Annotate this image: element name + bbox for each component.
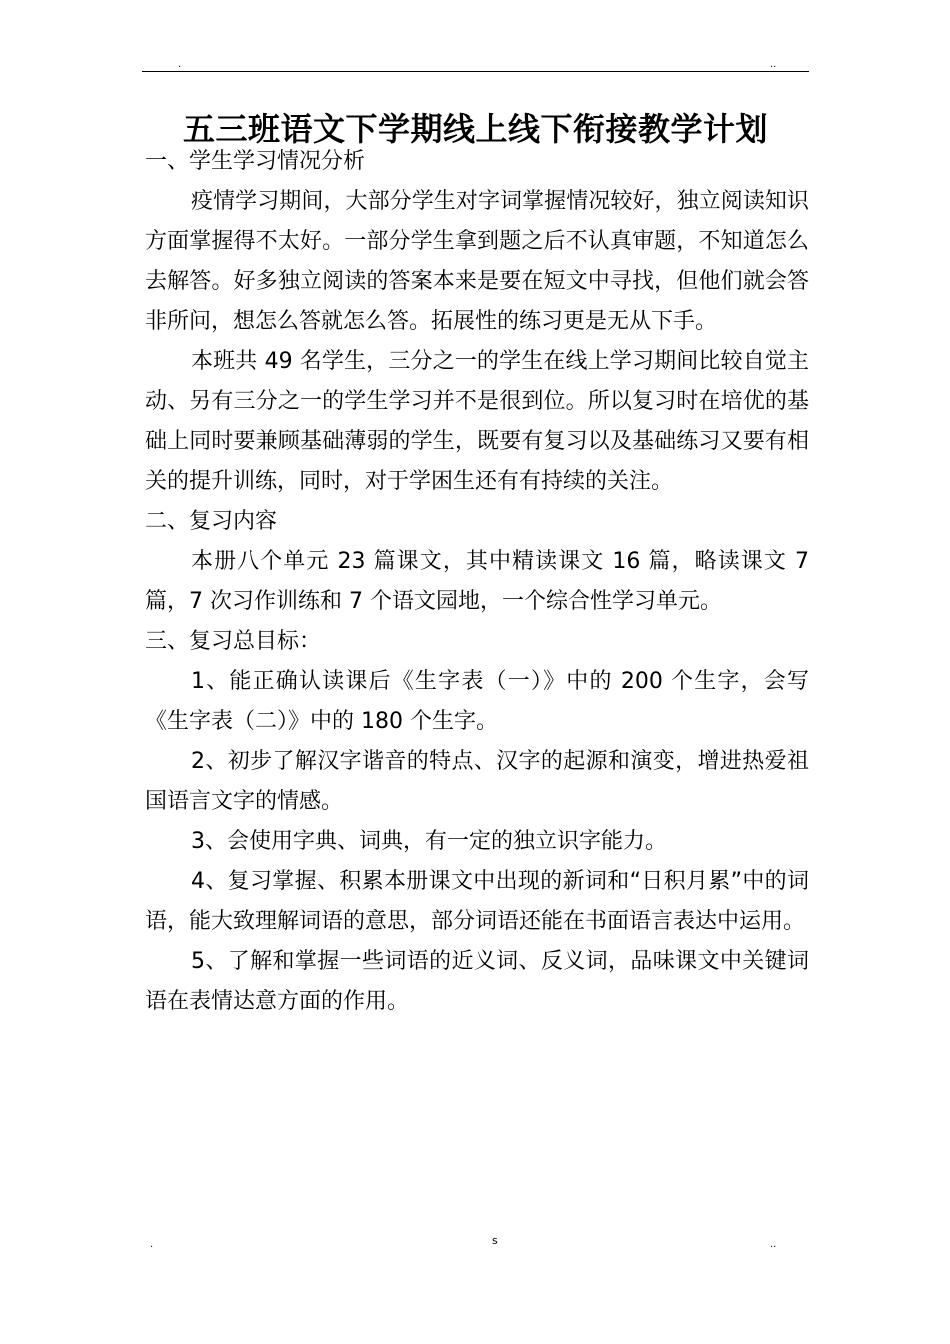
paragraph-analysis-2: 本班共 49 名学生，三分之一的学生在线上学习期间比较自觉主动、另有三分之一的学生学习并不是很到位。所以复习时在培优的基础上同时要兼顾基础薄弱的学生，既要有复习以及基础练习又要有相关的提升训练，同时，对于学困生还有有持续的关注。	[145, 349, 809, 494]
document-body	[145, 142, 809, 1022]
document-title: 五三班语文下学期线上线下衔接教学计划	[182, 110, 768, 149]
goal-item-4: 4、复习掌握、积累本册课文中出现的新词和“日积月累”中的词语，能大致理解词语的意思，部分词语还能在书面语言表达中运用。	[145, 869, 809, 934]
goal-item-2: 2、初步了解汉字谐音的特点、汉字的起源和演变，增进热爱祖国语言文字的情感。	[145, 749, 809, 814]
header-left-mark: .	[178, 59, 182, 70]
goal-item-5: 5、了解和掌握一些词语的近义词、反义词，品味课文中关键词语在表情达意方面的作用。	[145, 949, 809, 1014]
footer-left-mark: .	[150, 1239, 154, 1250]
section-heading-review-content: 二、复习内容	[145, 509, 278, 534]
footer-center-mark: s	[492, 1234, 498, 1247]
paragraph-review-content: 本册八个单元 23 篇课文，其中精读课文 16 篇，略读课文 7 篇，7 次习作训练和 7 个语文园地，一个综合性学习单元。	[145, 549, 809, 614]
goal-item-3: 3、会使用字典、词典，有一定的独立识字能力。	[191, 829, 667, 854]
footer-right-mark: ..	[770, 1239, 777, 1250]
goal-item-1: 1、能正确认读课后《生字表（一）》中的 200 个生字，会写《生字表（二）》中的 180 个生字。	[145, 669, 809, 734]
header-rule	[142, 71, 809, 72]
header-right-mark: ..	[770, 59, 777, 70]
paragraph-analysis-1: 疫情学习期间，大部分学生对字词掌握情况较好，独立阅读知识方面掌握得不太好。一部分学生拿到题之后不认真审题，不知道怎么去解答。好多独立阅读的答案本来是要在短文中寻找，但他们就会答非所问，想怎么答就怎么答。拓展性的练习更是无从下手。	[145, 189, 809, 334]
section-heading-analysis: 一、学生学习情况分析	[145, 149, 366, 174]
section-heading-review-goals: 三、复习总目标：	[145, 629, 322, 654]
